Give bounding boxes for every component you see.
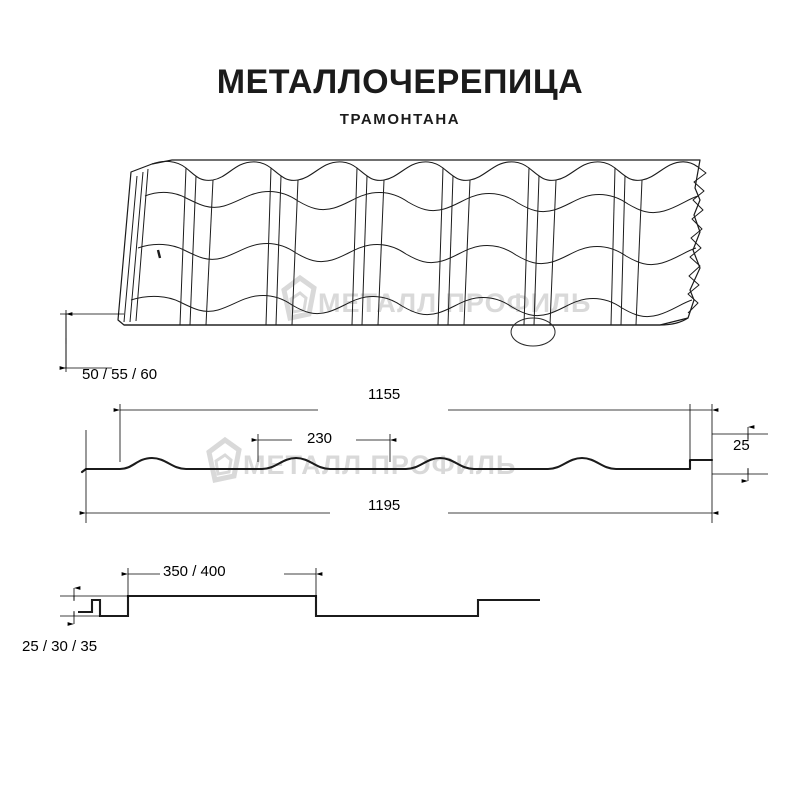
dimension-profile-height: 25	[733, 437, 750, 454]
page-title: МЕТАЛЛОЧЕРЕПИЦА	[216, 63, 584, 101]
watermark-logo-bottom	[209, 440, 239, 480]
profile-section-view	[82, 458, 712, 472]
isometric-tile-view	[118, 160, 706, 346]
watermark-logo-top	[284, 278, 314, 318]
watermark-text-bottom: МЕТАЛЛ ПРОФИЛЬ	[243, 450, 517, 480]
dimension-usable-width: 1155	[368, 386, 401, 403]
dimension-step-depth: 25 / 30 / 35	[22, 638, 98, 655]
dimension-step-length: 350 / 400	[163, 563, 226, 580]
dimension-step-height: 50 / 55 / 60	[82, 366, 158, 383]
dimension-wave-pitch: 230	[307, 430, 333, 447]
dimension-full-width: 1195	[368, 497, 401, 514]
isometric-dimension-lines	[60, 310, 124, 372]
side-step-view	[78, 596, 540, 616]
profile-dimension-lines	[86, 404, 768, 523]
watermark-text-top: МЕТАЛЛ ПРОФИЛЬ	[318, 288, 592, 318]
page-subtitle: ТРАМОНТАНА	[339, 111, 461, 128]
